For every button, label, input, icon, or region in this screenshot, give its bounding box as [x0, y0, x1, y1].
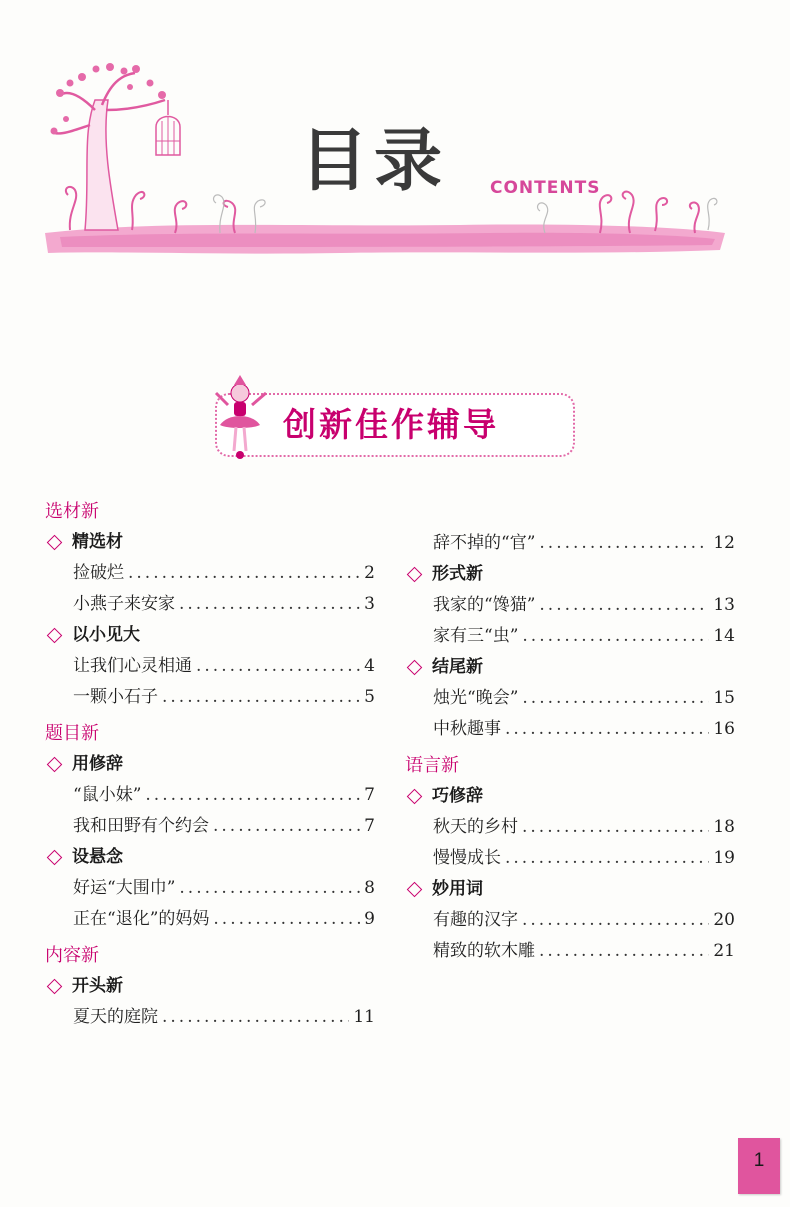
toc-entry[interactable]: 烛光“晚会” ..... 15	[405, 683, 735, 714]
toc-entry[interactable]: 小燕子来安家 ..... 3	[45, 589, 375, 620]
toc-entry[interactable]: 让我们心灵相通 ..... 4	[45, 651, 375, 682]
page-subtitle: CONTENTS	[490, 178, 601, 198]
toc-entry[interactable]: 精致的软木雕 ..... 21	[405, 936, 735, 967]
toc-category: 语言新	[405, 755, 459, 776]
toc-category: 选材新	[45, 501, 99, 522]
toc-subheading: 用修辞	[45, 749, 375, 780]
toc-entry[interactable]: 好运“大围巾” ..... 8	[45, 873, 375, 904]
toc-subheading: 精选材	[45, 527, 375, 558]
diamond-icon	[47, 628, 63, 644]
toc-entry[interactable]: 慢慢成长 ..... 19	[405, 843, 735, 874]
toc-entry[interactable]: 一颗小石子 ..... 5	[45, 682, 375, 713]
diamond-icon	[47, 979, 63, 995]
toc-entry[interactable]: 我家的“馋猫” ..... 13	[405, 590, 735, 621]
toc-subheading: 设悬念	[45, 842, 375, 873]
diamond-icon	[407, 567, 423, 583]
diamond-icon	[47, 850, 63, 866]
toc-subheading: 形式新	[405, 559, 735, 590]
toc-subheading: 以小见大	[45, 620, 375, 651]
diamond-icon	[47, 535, 63, 551]
toc-subheading: 结尾新	[405, 652, 735, 683]
toc-subheading: 巧修辞	[405, 781, 735, 812]
toc-entry[interactable]: 捡破烂 ..... 2	[45, 558, 375, 589]
diamond-icon	[47, 757, 63, 773]
diamond-icon	[407, 660, 423, 676]
banner-title: 创新佳作辅导	[283, 405, 499, 444]
toc-entry[interactable]: 家有三“虫” ..... 14	[405, 621, 735, 652]
toc-subheading: 妙用词	[405, 874, 735, 905]
toc-left-column	[45, 497, 375, 1033]
toc-entry[interactable]: 秋天的乡村 ..... 18	[405, 812, 735, 843]
toc-right-column	[405, 528, 735, 967]
page-title: 目录	[300, 122, 449, 201]
ballerina-icon	[208, 373, 278, 463]
toc-entry[interactable]: 有趣的汉字 ..... 20	[405, 905, 735, 936]
toc-entry[interactable]: 中秋趣事 ..... 16	[405, 714, 735, 745]
toc-entry[interactable]: 夏天的庭院 ..... 11	[45, 1002, 375, 1033]
toc-subheading: 开头新	[45, 971, 375, 1002]
toc-entry[interactable]: 正在“退化”的妈妈 ..... 9	[45, 904, 375, 935]
toc-entry[interactable]: 辞不掉的“官” ..... 12	[405, 528, 735, 559]
toc-entry[interactable]: “鼠小妹” ..... 7	[45, 780, 375, 811]
diamond-icon	[407, 789, 423, 805]
page-number: 1	[753, 1150, 765, 1171]
toc-entry[interactable]: 我和田野有个约会 ..... 7	[45, 811, 375, 842]
toc-category: 题目新	[45, 723, 99, 744]
toc-category: 内容新	[45, 945, 99, 966]
diamond-icon	[407, 882, 423, 898]
